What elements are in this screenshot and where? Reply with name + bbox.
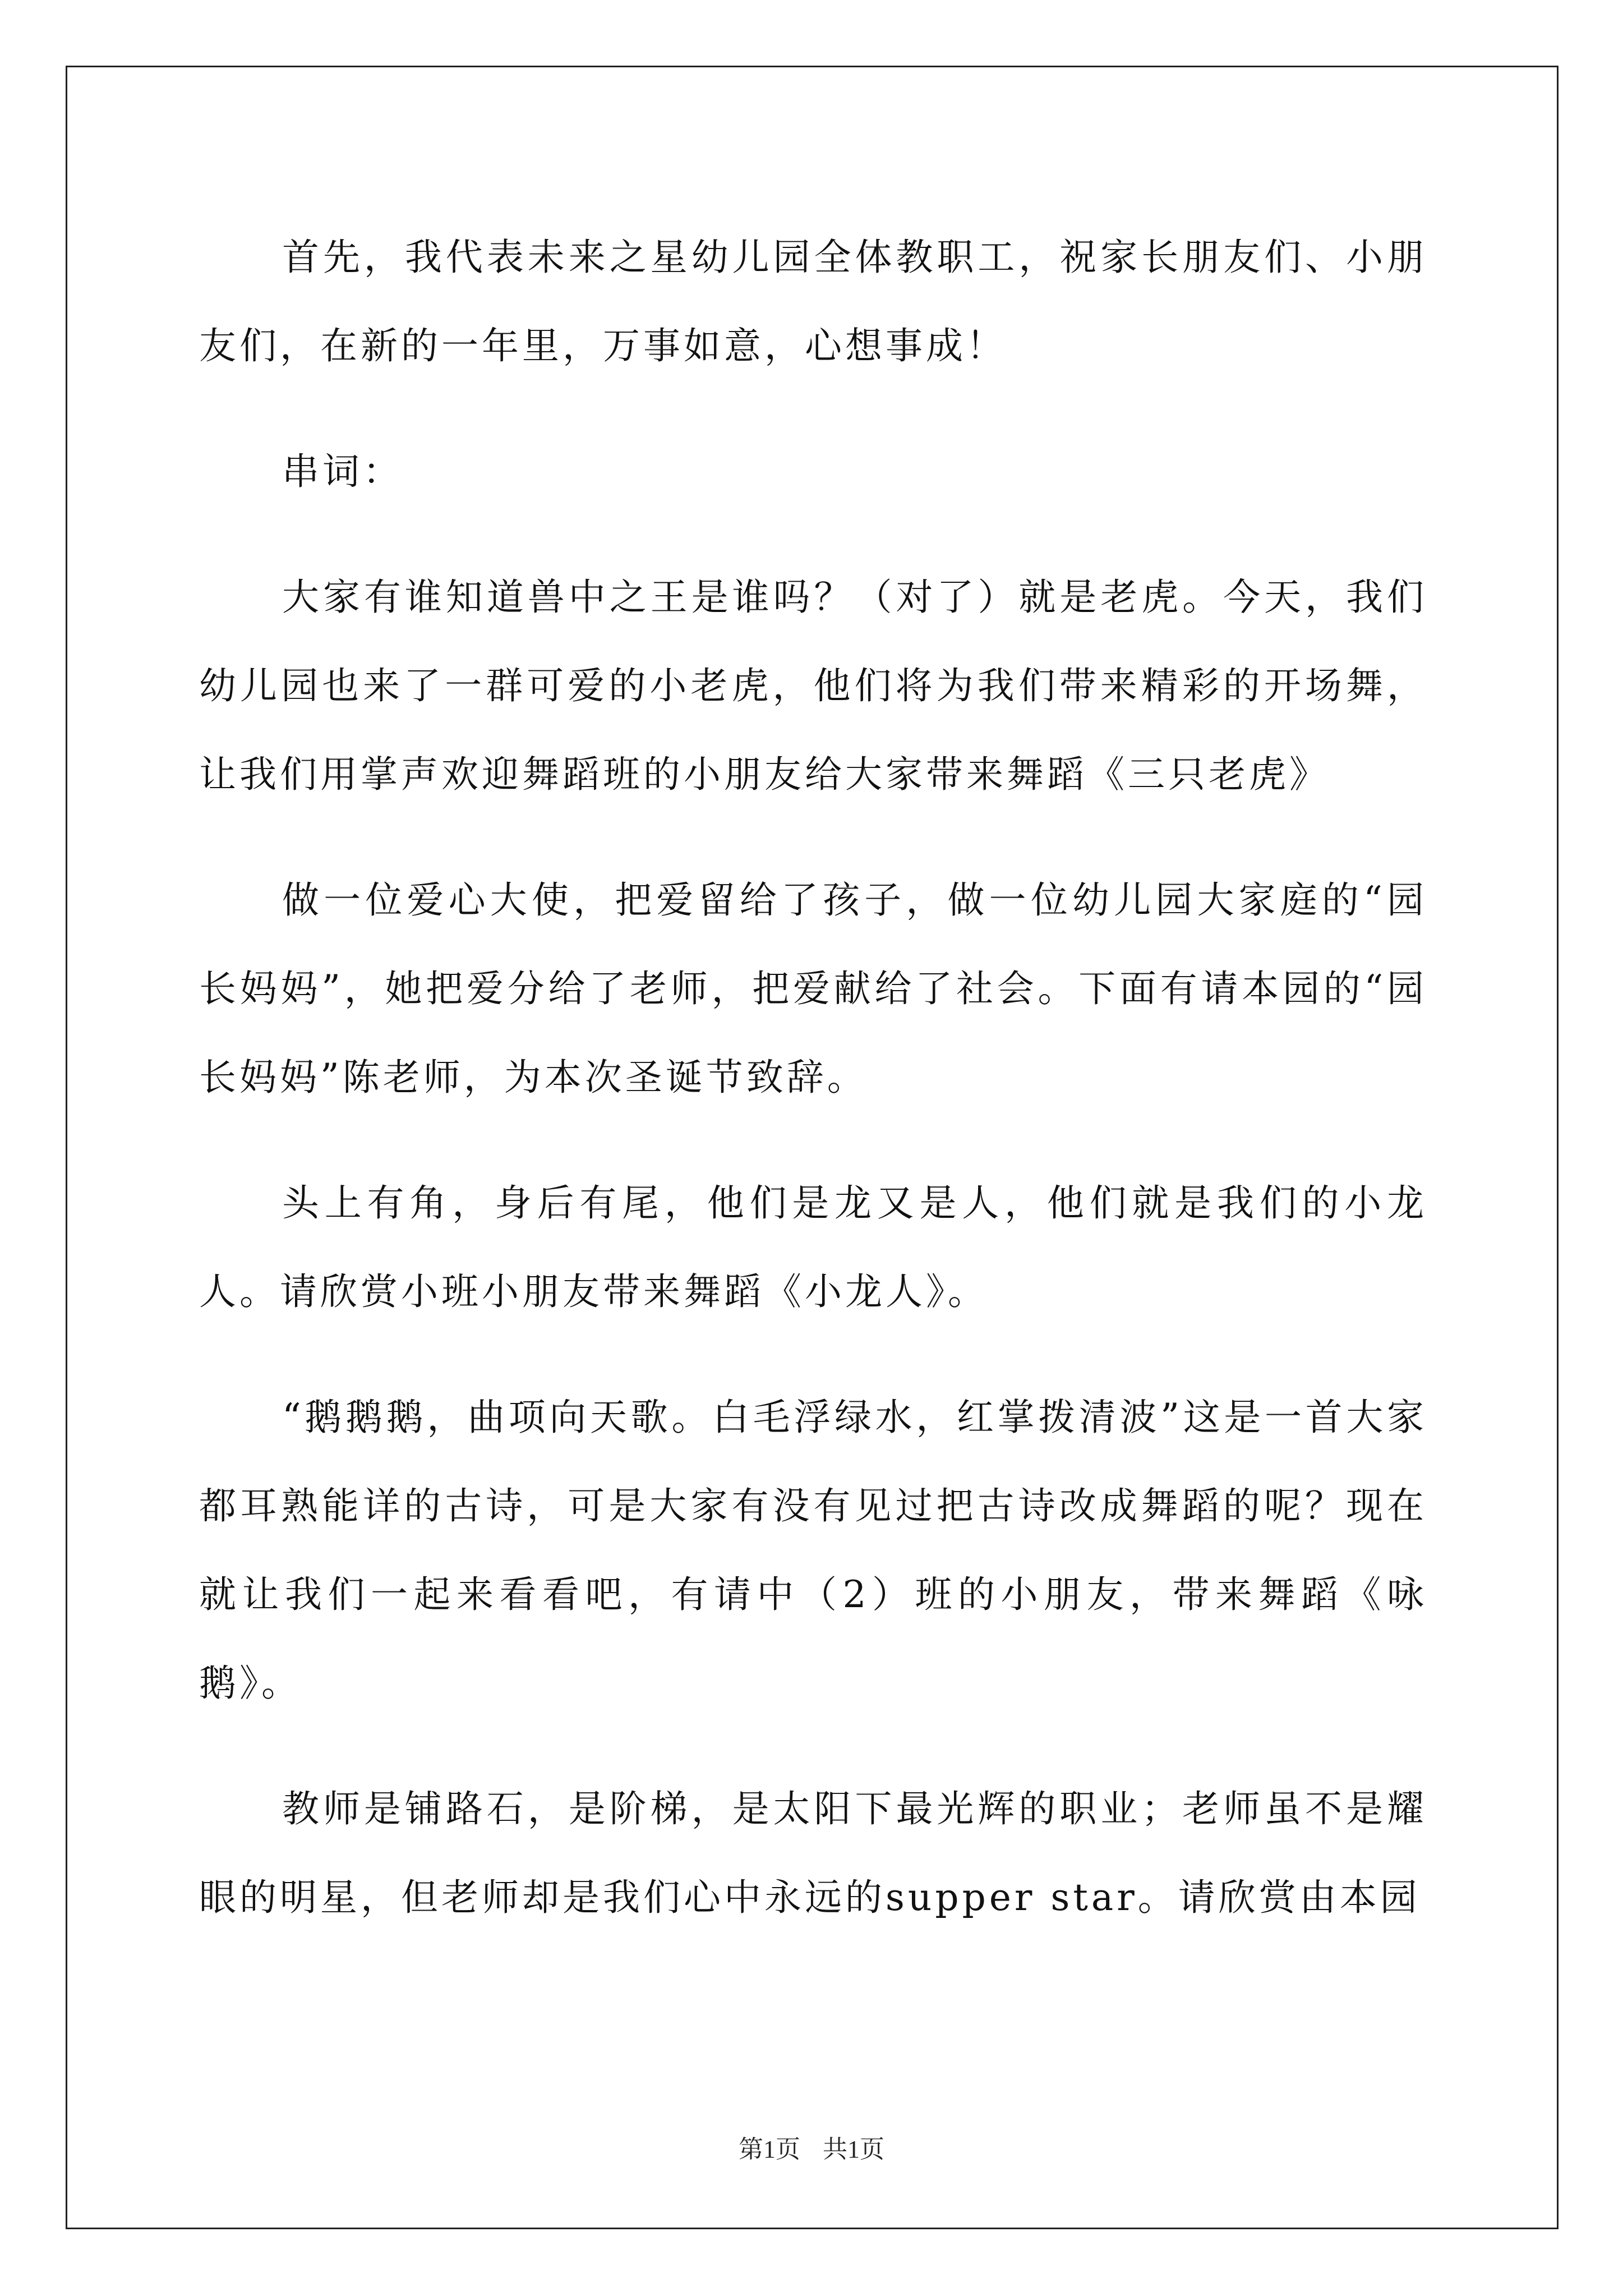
paragraph-little-dragon: 头上有角，身后有尾，他们是龙又是人，他们就是我们的小龙人。请欣赏小班小朋友带来舞蹈《小龙人》。 [199,1181,1427,1313]
paragraph-teachers: 教师是铺路石，是阶梯，是太阳下最光辉的职业；老师虽不是耀眼的明星，但老师却是我们心中永远的supper star。请欣赏由本园 [199,1787,1427,1919]
page-total: 共1页 [823,2136,884,2163]
page-number: 第1页 [739,2136,800,2163]
document-body [199,213,1427,1979]
paragraph-script-heading: 串词： [282,450,403,493]
paragraph-goose-poem: “鹅鹅鹅，曲项向天歌。白毛浮绿水，红掌拨清波”这是一首大家都耳熟能详的古诗，可是大家有没有见过把古诗改成舞蹈的呢？现在就让我们一起来看看吧，有请中（2）班的小朋友，带来舞蹈《咏鹅》。 [199,1396,1427,1705]
page-footer [0,2129,1623,2165]
paragraph-tiger-dance: 大家有谁知道兽中之王是谁吗？（对了）就是老虎。今天，我们幼儿园也来了一群可爱的小老虎，他们将为我们带来精彩的开场舞，让我们用掌声欢迎舞蹈班的小朋友给大家带来舞蹈《三只老虎》 [199,576,1427,796]
paragraph-greeting: 首先，我代表未来之星幼儿园全体教职工，祝家长朋友们、小朋友们，在新的一年里，万事如意，心想事成！ [199,236,1427,367]
paragraph-principal-speech: 做一位爱心大使，把爱留给了孩子，做一位幼儿园大家庭的“园长妈妈”，她把爱分给了老师，把爱献给了社会。下面有请本园的“园长妈妈”陈老师，为本次圣诞节致辞。 [199,878,1427,1099]
